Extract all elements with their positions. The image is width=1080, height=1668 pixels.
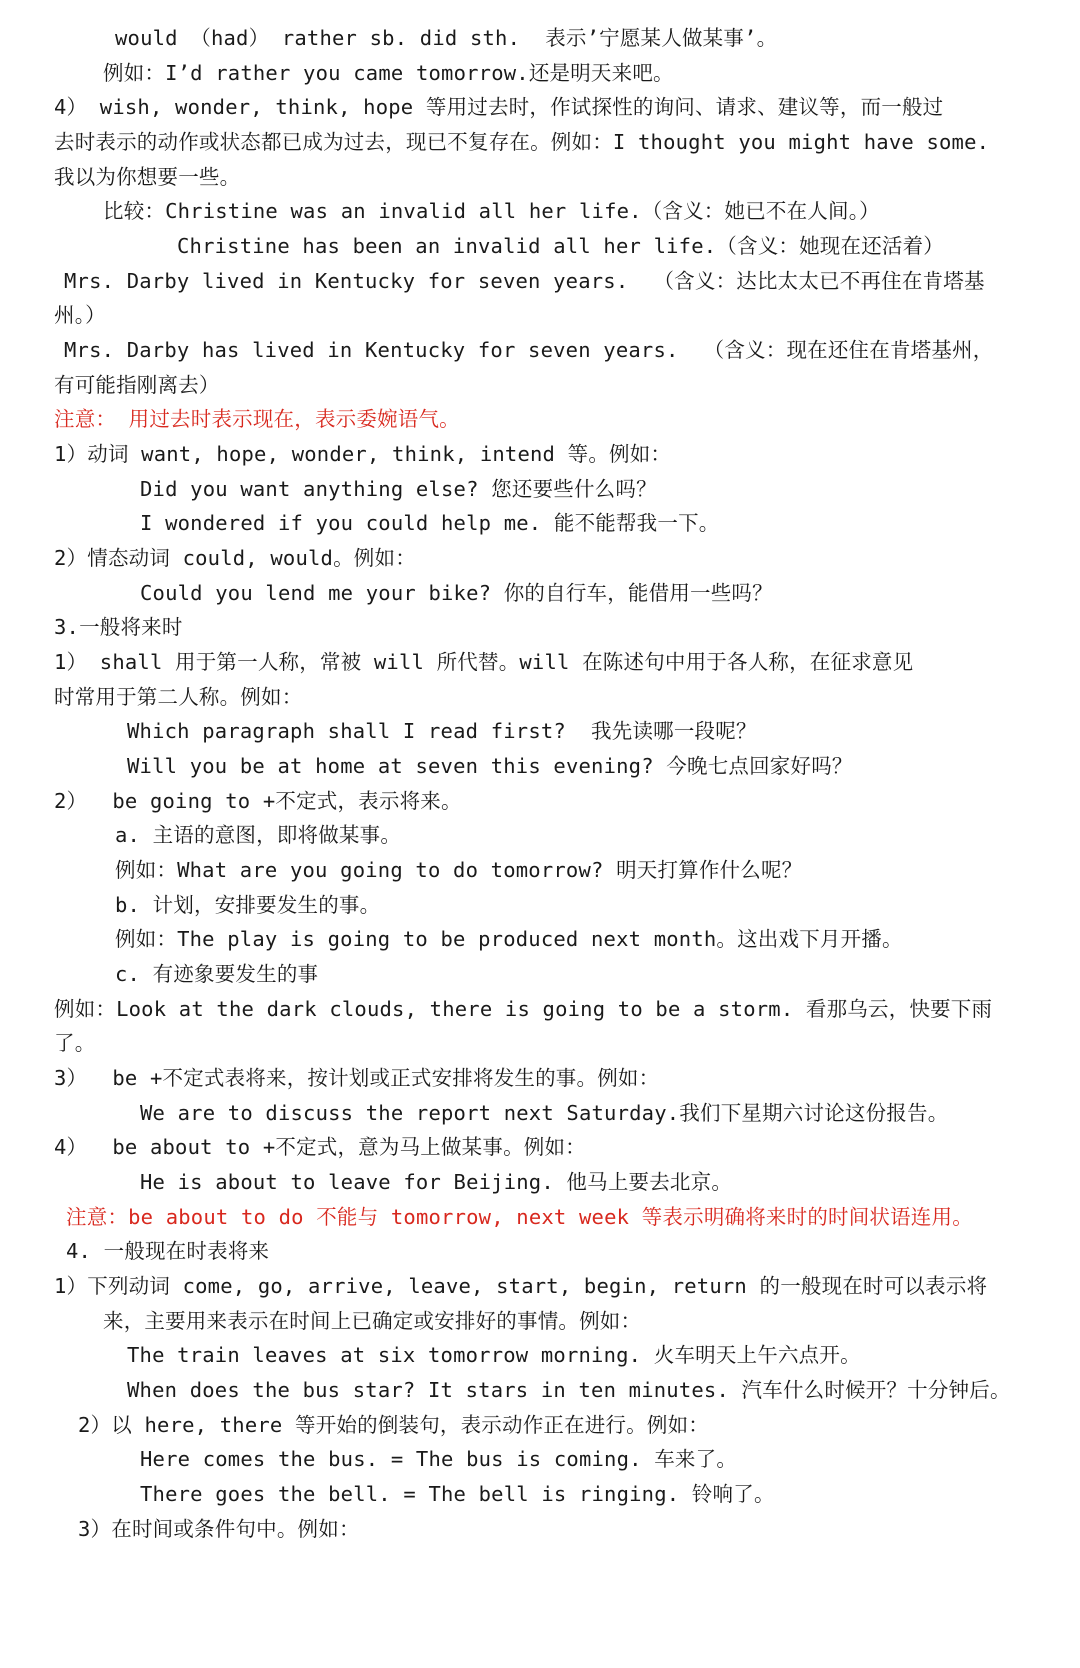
text-line-31: 3） be +不定式表将来，按计划或正式安排将发生的事。例如：	[54, 1066, 660, 1090]
text-line-06: 比较：Christine was an invalid all her life.（含义：她已不在人间。）	[103, 199, 880, 223]
text-line-29: 例如：Look at the dark clouds, there is going to be a storm. 看那乌云，快要下雨	[54, 997, 993, 1021]
text-line-05: 我以为你想要一些。	[54, 165, 241, 189]
text-line-24: a. 主语的意图，即将做某事。	[115, 823, 402, 847]
text-line-25: 例如：What are you going to do tomorrow? 明天打算作什么呢？	[115, 858, 803, 882]
text-line-13: 1）动词 want, hope, wonder, think, intend 等。例如：	[54, 442, 672, 466]
text-line-02: 例如：I’d rather you came tomorrow.还是明天来吧。	[103, 61, 674, 85]
note-line-1: 注意： 用过去时表示现在，表示委婉语气。	[54, 407, 460, 431]
text-line-10: Mrs. Darby has lived in Kentucky for seven years. （含义：现在还住在肯塔基州，	[64, 338, 994, 362]
text-line-11: 有可能指刚离去）	[54, 373, 220, 397]
text-line-09: 州。）	[54, 303, 106, 327]
text-line-03: 4） wish, wonder, think, hope 等用过去时，作试探性的询问、请求、建议等，而一般过	[54, 95, 944, 119]
text-line-22: Will you be at home at seven this evening? 今晚七点回家好吗？	[127, 754, 853, 778]
text-line-41: 2）以 here, there 等开始的倒装句，表示动作正在进行。例如：	[78, 1413, 709, 1437]
text-line-32: We are to discuss the report next Saturday.我们下星期六讨论这份报告。	[140, 1101, 949, 1125]
text-line-42: Here comes the bus. = The bus is coming. 车来了。	[140, 1447, 738, 1471]
text-line-26: b. 计划，安排要发生的事。	[115, 893, 381, 917]
text-line-04: 去时表示的动作或状态都已成为过去，现已不复存在。例如：I thought you might have some.	[54, 130, 990, 154]
section-heading-4: 4. 一般现在时表将来	[66, 1239, 270, 1263]
text-line-28: c. 有迹象要发生的事	[115, 962, 319, 986]
text-line-14: Did you want anything else? 您还要些什么吗？	[140, 477, 657, 501]
text-line-44: 3）在时间或条件句中。例如：	[78, 1517, 360, 1541]
text-line-21: Which paragraph shall I read first? 我先读哪一段呢？	[127, 719, 757, 743]
text-line-39: The train leaves at six tomorrow morning. 火车明天上午六点开。	[127, 1343, 861, 1367]
text-line-20: 时常用于第二人称。例如：	[54, 685, 303, 709]
text-line-08: Mrs. Darby lived in Kentucky for seven years. （含义：达比太太已不再住在肯塔基	[64, 269, 985, 293]
text-line-43: There goes the bell. = The bell is ringing. 铃响了。	[140, 1482, 775, 1506]
text-line-15: I wondered if you could help me. 能不能帮我一下。	[140, 511, 720, 535]
text-line-23: 2） be going to +不定式，表示将来。	[54, 789, 462, 813]
text-line-37: 1）下列动词 come, go, arrive, leave, start, begin, return 的一般现在时可以表示将	[54, 1274, 988, 1298]
text-line-27: 例如：The play is going to be produced next month。这出戏下月开播。	[115, 927, 903, 951]
text-line-16: 2）情态动词 could, would。例如：	[54, 546, 416, 570]
text-line-30: 了。	[54, 1031, 96, 1055]
text-line-38: 来，主要用来表示在时间上已确定或安排好的事情。例如：	[103, 1309, 642, 1333]
note-line-2: 注意：be about to do 不能与 tomorrow, next week 等表示明确将来时的时间状语连用。	[66, 1205, 973, 1229]
text-line-07: Christine has been an invalid all her life.（含义：她现在还活着）	[177, 234, 945, 258]
text-line-40: When does the bus star? It stars in ten minutes. 汽车什么时候开？十分钟后。	[127, 1378, 1011, 1402]
text-line-33: 4） be about to +不定式，意为马上做某事。例如：	[54, 1135, 586, 1159]
text-line-34: He is about to leave for Beijing. 他马上要去北京。	[140, 1170, 733, 1194]
text-line-01: would （had） rather sb. did sth. 表示’宁愿某人做某事’。	[115, 26, 778, 50]
text-line-19: 1） shall 用于第一人称，常被 will 所代替。will 在陈述句中用于各人称，在征求意见	[54, 650, 914, 674]
text-line-17: Could you lend me your bike? 你的自行车，能借用一些吗？	[140, 581, 773, 605]
section-heading-3: 3.一般将来时	[54, 615, 183, 639]
